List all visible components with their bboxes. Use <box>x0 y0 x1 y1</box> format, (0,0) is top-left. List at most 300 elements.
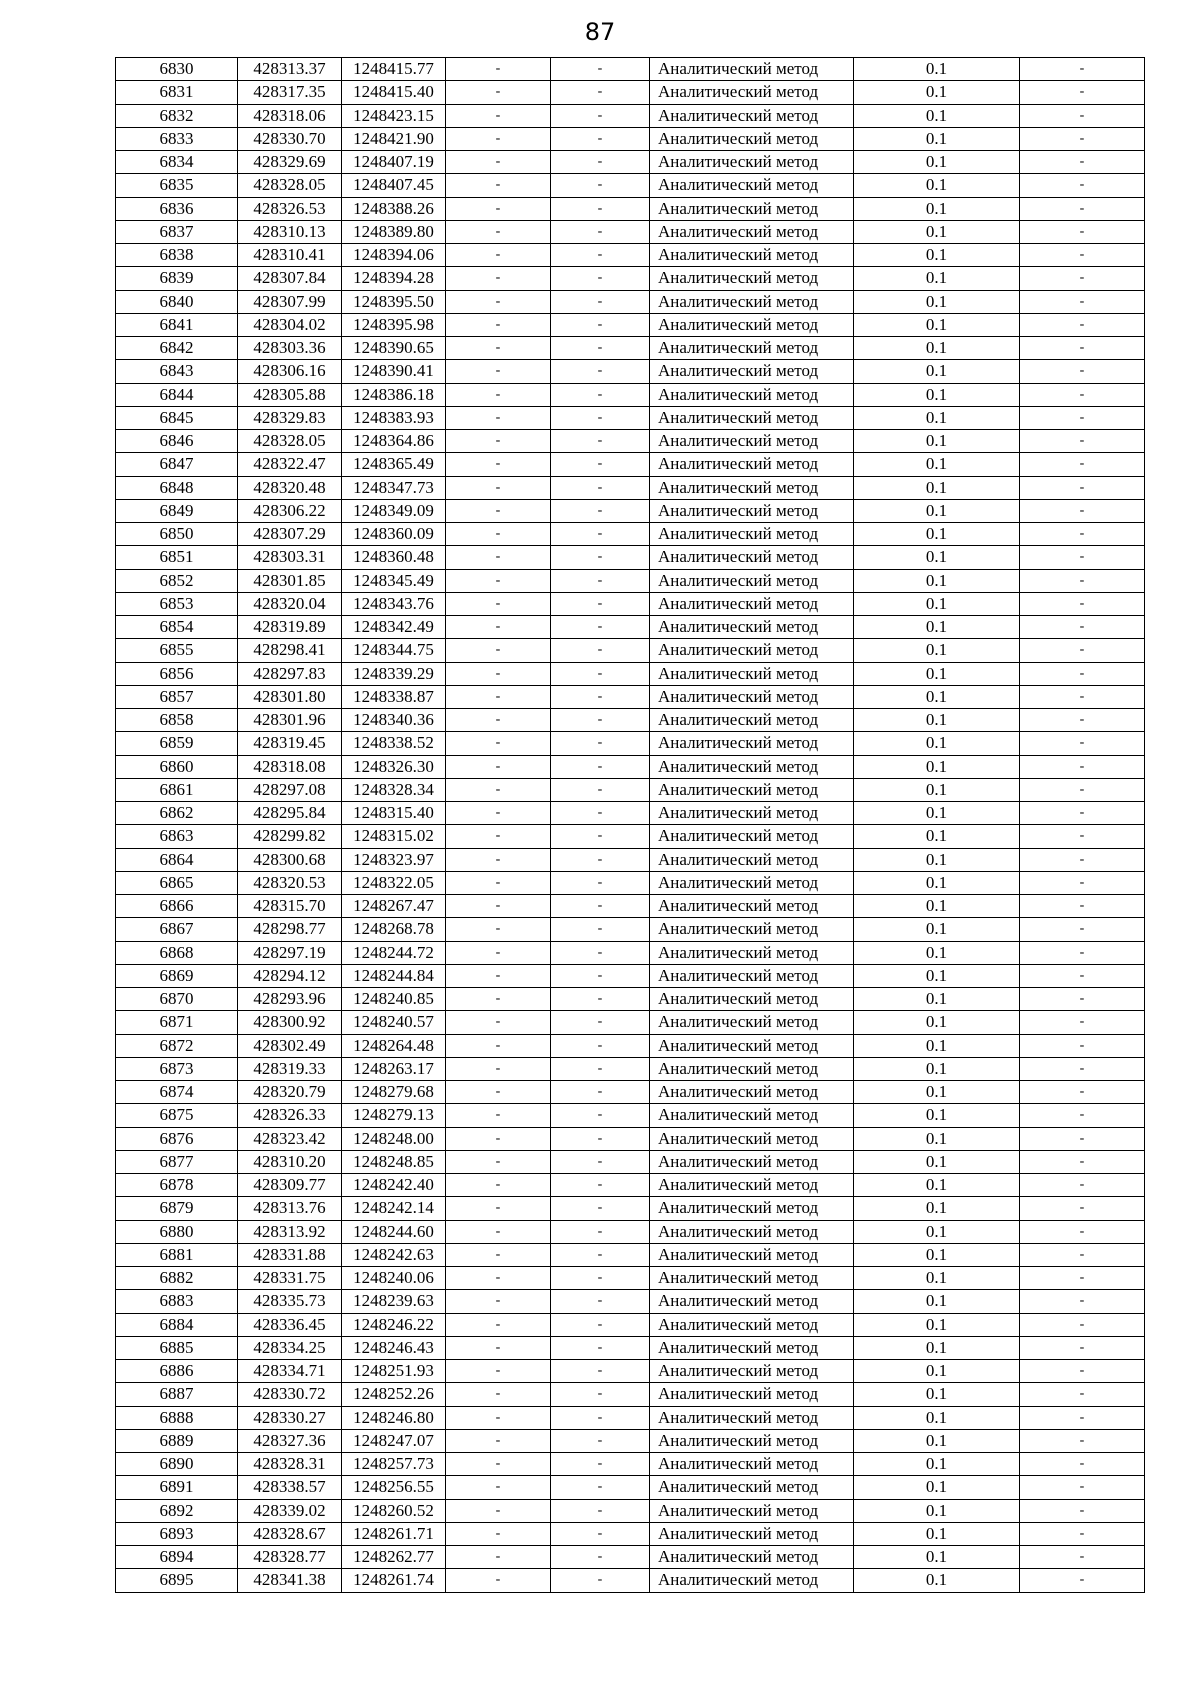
table-row <box>116 499 1145 522</box>
point-number-cell: 6890 <box>116 1453 238 1476</box>
table-row <box>116 104 1145 127</box>
col8-cell: - <box>1020 778 1145 801</box>
table-row <box>116 360 1145 383</box>
col8-cell: - <box>1020 1290 1145 1313</box>
col4-cell: - <box>446 1406 551 1429</box>
method-cell: Аналитический метод <box>650 267 854 290</box>
method-cell: Аналитический метод <box>650 662 854 685</box>
point-number-cell: 6865 <box>116 871 238 894</box>
x-coordinate-cell: 428328.05 <box>238 430 342 453</box>
point-number-cell: 6842 <box>116 337 238 360</box>
precision-cell: 0.1 <box>854 732 1020 755</box>
col4-cell: - <box>446 778 551 801</box>
coordinates-table <box>115 57 1145 1593</box>
precision-cell: 0.1 <box>854 662 1020 685</box>
precision-cell: 0.1 <box>854 1499 1020 1522</box>
page-number: 87 <box>584 18 616 46</box>
point-number-cell: 6860 <box>116 755 238 778</box>
precision-cell: 0.1 <box>854 1569 1020 1592</box>
x-coordinate-cell: 428320.79 <box>238 1081 342 1104</box>
y-coordinate-cell: 1248407.19 <box>342 151 446 174</box>
table-row <box>116 616 1145 639</box>
precision-cell: 0.1 <box>854 1011 1020 1034</box>
y-coordinate-cell: 1248256.55 <box>342 1476 446 1499</box>
point-number-cell: 6832 <box>116 104 238 127</box>
col4-cell: - <box>446 267 551 290</box>
col5-cell: - <box>551 1569 650 1592</box>
y-coordinate-cell: 1248257.73 <box>342 1453 446 1476</box>
method-cell: Аналитический метод <box>650 825 854 848</box>
precision-cell: 0.1 <box>854 244 1020 267</box>
col4-cell: - <box>446 1383 551 1406</box>
method-cell: Аналитический метод <box>650 476 854 499</box>
y-coordinate-cell: 1248244.60 <box>342 1220 446 1243</box>
x-coordinate-cell: 428301.80 <box>238 685 342 708</box>
col4-cell: - <box>446 476 551 499</box>
y-coordinate-cell: 1248328.34 <box>342 778 446 801</box>
col4-cell: - <box>446 360 551 383</box>
col5-cell: - <box>551 755 650 778</box>
col4-cell: - <box>446 732 551 755</box>
x-coordinate-cell: 428305.88 <box>238 383 342 406</box>
point-number-cell: 6852 <box>116 569 238 592</box>
col8-cell: - <box>1020 941 1145 964</box>
y-coordinate-cell: 1248340.36 <box>342 709 446 732</box>
table-row <box>116 523 1145 546</box>
x-coordinate-cell: 428310.20 <box>238 1150 342 1173</box>
col5-cell: - <box>551 662 650 685</box>
y-coordinate-cell: 1248415.40 <box>342 81 446 104</box>
point-number-cell: 6835 <box>116 174 238 197</box>
table-row <box>116 1011 1145 1034</box>
x-coordinate-cell: 428299.82 <box>238 825 342 848</box>
x-coordinate-cell: 428307.29 <box>238 523 342 546</box>
col8-cell: - <box>1020 127 1145 150</box>
col5-cell: - <box>551 406 650 429</box>
col8-cell: - <box>1020 732 1145 755</box>
col5-cell: - <box>551 1197 650 1220</box>
col5-cell: - <box>551 383 650 406</box>
table-row <box>116 778 1145 801</box>
col4-cell: - <box>446 1127 551 1150</box>
col4-cell: - <box>446 1243 551 1266</box>
col4-cell: - <box>446 1174 551 1197</box>
table-row <box>116 197 1145 220</box>
col8-cell: - <box>1020 639 1145 662</box>
col8-cell: - <box>1020 1104 1145 1127</box>
table-row <box>116 662 1145 685</box>
col5-cell: - <box>551 895 650 918</box>
col8-cell: - <box>1020 1406 1145 1429</box>
y-coordinate-cell: 1248360.09 <box>342 523 446 546</box>
precision-cell: 0.1 <box>854 267 1020 290</box>
col4-cell: - <box>446 290 551 313</box>
table-row <box>116 244 1145 267</box>
method-cell: Аналитический метод <box>650 1034 854 1057</box>
table-row <box>116 1220 1145 1243</box>
col8-cell: - <box>1020 685 1145 708</box>
col4-cell: - <box>446 825 551 848</box>
col4-cell: - <box>446 662 551 685</box>
precision-cell: 0.1 <box>854 406 1020 429</box>
x-coordinate-cell: 428334.25 <box>238 1336 342 1359</box>
precision-cell: 0.1 <box>854 1081 1020 1104</box>
table-row <box>116 1243 1145 1266</box>
x-coordinate-cell: 428336.45 <box>238 1313 342 1336</box>
x-coordinate-cell: 428327.36 <box>238 1429 342 1452</box>
point-number-cell: 6867 <box>116 918 238 941</box>
table-row <box>116 383 1145 406</box>
precision-cell: 0.1 <box>854 685 1020 708</box>
col8-cell: - <box>1020 1313 1145 1336</box>
point-number-cell: 6882 <box>116 1267 238 1290</box>
method-cell: Аналитический метод <box>650 499 854 522</box>
method-cell: Аналитический метод <box>650 709 854 732</box>
method-cell: Аналитический метод <box>650 1267 854 1290</box>
y-coordinate-cell: 1248339.29 <box>342 662 446 685</box>
y-coordinate-cell: 1248260.52 <box>342 1499 446 1522</box>
method-cell: Аналитический метод <box>650 964 854 987</box>
x-coordinate-cell: 428329.83 <box>238 406 342 429</box>
col8-cell: - <box>1020 755 1145 778</box>
col4-cell: - <box>446 1057 551 1080</box>
point-number-cell: 6887 <box>116 1383 238 1406</box>
col4-cell: - <box>446 1360 551 1383</box>
method-cell: Аналитический метод <box>650 895 854 918</box>
point-number-cell: 6850 <box>116 523 238 546</box>
point-number-cell: 6844 <box>116 383 238 406</box>
table-row <box>116 1476 1145 1499</box>
y-coordinate-cell: 1248244.84 <box>342 964 446 987</box>
x-coordinate-cell: 428307.99 <box>238 290 342 313</box>
point-number-cell: 6880 <box>116 1220 238 1243</box>
table-row <box>116 1429 1145 1452</box>
precision-cell: 0.1 <box>854 1360 1020 1383</box>
table-row <box>116 1546 1145 1569</box>
col5-cell: - <box>551 1522 650 1545</box>
table-row <box>116 569 1145 592</box>
x-coordinate-cell: 428323.42 <box>238 1127 342 1150</box>
precision-cell: 0.1 <box>854 151 1020 174</box>
y-coordinate-cell: 1248261.71 <box>342 1522 446 1545</box>
table-row <box>116 1057 1145 1080</box>
method-cell: Аналитический метод <box>650 1290 854 1313</box>
method-cell: Аналитический метод <box>650 941 854 964</box>
y-coordinate-cell: 1248349.09 <box>342 499 446 522</box>
col4-cell: - <box>446 174 551 197</box>
table-row <box>116 1150 1145 1173</box>
precision-cell: 0.1 <box>854 523 1020 546</box>
y-coordinate-cell: 1248251.93 <box>342 1360 446 1383</box>
y-coordinate-cell: 1248386.18 <box>342 383 446 406</box>
y-coordinate-cell: 1248383.93 <box>342 406 446 429</box>
col4-cell: - <box>446 1546 551 1569</box>
method-cell: Аналитический метод <box>650 802 854 825</box>
col8-cell: - <box>1020 151 1145 174</box>
method-cell: Аналитический метод <box>650 1220 854 1243</box>
point-number-cell: 6863 <box>116 825 238 848</box>
col4-cell: - <box>446 592 551 615</box>
col8-cell: - <box>1020 313 1145 336</box>
y-coordinate-cell: 1248338.87 <box>342 685 446 708</box>
point-number-cell: 6839 <box>116 267 238 290</box>
col8-cell: - <box>1020 1569 1145 1592</box>
table-row <box>116 732 1145 755</box>
precision-cell: 0.1 <box>854 848 1020 871</box>
point-number-cell: 6877 <box>116 1150 238 1173</box>
method-cell: Аналитический метод <box>650 1383 854 1406</box>
col5-cell: - <box>551 941 650 964</box>
x-coordinate-cell: 428306.22 <box>238 499 342 522</box>
x-coordinate-cell: 428301.96 <box>238 709 342 732</box>
x-coordinate-cell: 428331.88 <box>238 1243 342 1266</box>
precision-cell: 0.1 <box>854 592 1020 615</box>
col5-cell: - <box>551 430 650 453</box>
table-row <box>116 1313 1145 1336</box>
col8-cell: - <box>1020 267 1145 290</box>
x-coordinate-cell: 428297.19 <box>238 941 342 964</box>
method-cell: Аналитический метод <box>650 1197 854 1220</box>
col8-cell: - <box>1020 616 1145 639</box>
point-number-cell: 6834 <box>116 151 238 174</box>
col8-cell: - <box>1020 499 1145 522</box>
col4-cell: - <box>446 1522 551 1545</box>
x-coordinate-cell: 428310.13 <box>238 220 342 243</box>
y-coordinate-cell: 1248279.13 <box>342 1104 446 1127</box>
point-number-cell: 6893 <box>116 1522 238 1545</box>
x-coordinate-cell: 428328.67 <box>238 1522 342 1545</box>
col5-cell: - <box>551 290 650 313</box>
method-cell: Аналитический метод <box>650 453 854 476</box>
y-coordinate-cell: 1248323.97 <box>342 848 446 871</box>
method-cell: Аналитический метод <box>650 592 854 615</box>
method-cell: Аналитический метод <box>650 430 854 453</box>
table-row <box>116 220 1145 243</box>
precision-cell: 0.1 <box>854 871 1020 894</box>
col4-cell: - <box>446 895 551 918</box>
table-row <box>116 337 1145 360</box>
method-cell: Аналитический метод <box>650 58 854 81</box>
point-number-cell: 6849 <box>116 499 238 522</box>
col4-cell: - <box>446 523 551 546</box>
method-cell: Аналитический метод <box>650 1476 854 1499</box>
x-coordinate-cell: 428300.92 <box>238 1011 342 1034</box>
precision-cell: 0.1 <box>854 1034 1020 1057</box>
method-cell: Аналитический метод <box>650 988 854 1011</box>
col5-cell: - <box>551 197 650 220</box>
point-number-cell: 6883 <box>116 1290 238 1313</box>
x-coordinate-cell: 428319.89 <box>238 616 342 639</box>
precision-cell: 0.1 <box>854 81 1020 104</box>
method-cell: Аналитический метод <box>650 569 854 592</box>
table-row <box>116 1383 1145 1406</box>
x-coordinate-cell: 428330.72 <box>238 1383 342 1406</box>
method-cell: Аналитический метод <box>650 918 854 941</box>
col5-cell: - <box>551 58 650 81</box>
y-coordinate-cell: 1248364.86 <box>342 430 446 453</box>
method-cell: Аналитический метод <box>650 151 854 174</box>
col8-cell: - <box>1020 1034 1145 1057</box>
col4-cell: - <box>446 383 551 406</box>
col8-cell: - <box>1020 406 1145 429</box>
y-coordinate-cell: 1248345.49 <box>342 569 446 592</box>
table-row <box>116 639 1145 662</box>
y-coordinate-cell: 1248389.80 <box>342 220 446 243</box>
point-number-cell: 6871 <box>116 1011 238 1034</box>
col8-cell: - <box>1020 1174 1145 1197</box>
col5-cell: - <box>551 988 650 1011</box>
method-cell: Аналитический метод <box>650 1406 854 1429</box>
col8-cell: - <box>1020 337 1145 360</box>
precision-cell: 0.1 <box>854 941 1020 964</box>
col4-cell: - <box>446 1476 551 1499</box>
method-cell: Аналитический метод <box>650 1081 854 1104</box>
x-coordinate-cell: 428328.77 <box>238 1546 342 1569</box>
col4-cell: - <box>446 1499 551 1522</box>
col8-cell: - <box>1020 290 1145 313</box>
precision-cell: 0.1 <box>854 1057 1020 1080</box>
precision-cell: 0.1 <box>854 1197 1020 1220</box>
x-coordinate-cell: 428339.02 <box>238 1499 342 1522</box>
col4-cell: - <box>446 918 551 941</box>
table-row <box>116 81 1145 104</box>
table-row <box>116 1453 1145 1476</box>
table-body <box>116 58 1145 1593</box>
x-coordinate-cell: 428307.84 <box>238 267 342 290</box>
col4-cell: - <box>446 337 551 360</box>
point-number-cell: 6840 <box>116 290 238 313</box>
table-row <box>116 941 1145 964</box>
table-row <box>116 1267 1145 1290</box>
col5-cell: - <box>551 1360 650 1383</box>
col4-cell: - <box>446 1569 551 1592</box>
precision-cell: 0.1 <box>854 337 1020 360</box>
x-coordinate-cell: 428341.38 <box>238 1569 342 1592</box>
point-number-cell: 6885 <box>116 1336 238 1359</box>
x-coordinate-cell: 428318.08 <box>238 755 342 778</box>
col5-cell: - <box>551 1104 650 1127</box>
point-number-cell: 6891 <box>116 1476 238 1499</box>
col4-cell: - <box>446 616 551 639</box>
col5-cell: - <box>551 523 650 546</box>
point-number-cell: 6851 <box>116 546 238 569</box>
col4-cell: - <box>446 104 551 127</box>
x-coordinate-cell: 428303.31 <box>238 546 342 569</box>
method-cell: Аналитический метод <box>650 1174 854 1197</box>
point-number-cell: 6892 <box>116 1499 238 1522</box>
col5-cell: - <box>551 1406 650 1429</box>
x-coordinate-cell: 428320.53 <box>238 871 342 894</box>
y-coordinate-cell: 1248388.26 <box>342 197 446 220</box>
point-number-cell: 6874 <box>116 1081 238 1104</box>
y-coordinate-cell: 1248338.52 <box>342 732 446 755</box>
point-number-cell: 6869 <box>116 964 238 987</box>
x-coordinate-cell: 428320.48 <box>238 476 342 499</box>
col4-cell: - <box>446 1034 551 1057</box>
col8-cell: - <box>1020 104 1145 127</box>
col8-cell: - <box>1020 360 1145 383</box>
col5-cell: - <box>551 1150 650 1173</box>
method-cell: Аналитический метод <box>650 383 854 406</box>
col8-cell: - <box>1020 1383 1145 1406</box>
col8-cell: - <box>1020 476 1145 499</box>
y-coordinate-cell: 1248322.05 <box>342 871 446 894</box>
table-row <box>116 174 1145 197</box>
col8-cell: - <box>1020 1057 1145 1080</box>
col8-cell: - <box>1020 1220 1145 1243</box>
y-coordinate-cell: 1248246.80 <box>342 1406 446 1429</box>
col8-cell: - <box>1020 569 1145 592</box>
y-coordinate-cell: 1248390.41 <box>342 360 446 383</box>
point-number-cell: 6833 <box>116 127 238 150</box>
precision-cell: 0.1 <box>854 1429 1020 1452</box>
method-cell: Аналитический метод <box>650 1057 854 1080</box>
col8-cell: - <box>1020 918 1145 941</box>
x-coordinate-cell: 428313.76 <box>238 1197 342 1220</box>
col4-cell: - <box>446 709 551 732</box>
precision-cell: 0.1 <box>854 569 1020 592</box>
x-coordinate-cell: 428331.75 <box>238 1267 342 1290</box>
y-coordinate-cell: 1248326.30 <box>342 755 446 778</box>
col8-cell: - <box>1020 220 1145 243</box>
col5-cell: - <box>551 616 650 639</box>
table-row <box>116 546 1145 569</box>
table-row <box>116 290 1145 313</box>
y-coordinate-cell: 1248267.47 <box>342 895 446 918</box>
precision-cell: 0.1 <box>854 964 1020 987</box>
precision-cell: 0.1 <box>854 1220 1020 1243</box>
method-cell: Аналитический метод <box>650 616 854 639</box>
table-row <box>116 755 1145 778</box>
col8-cell: - <box>1020 1197 1145 1220</box>
col4-cell: - <box>446 1011 551 1034</box>
method-cell: Аналитический метод <box>650 244 854 267</box>
col5-cell: - <box>551 685 650 708</box>
point-number-cell: 6841 <box>116 313 238 336</box>
table-row <box>116 267 1145 290</box>
col4-cell: - <box>446 406 551 429</box>
x-coordinate-cell: 428326.53 <box>238 197 342 220</box>
col8-cell: - <box>1020 1429 1145 1452</box>
col5-cell: - <box>551 802 650 825</box>
col4-cell: - <box>446 1267 551 1290</box>
col8-cell: - <box>1020 1150 1145 1173</box>
table-row <box>116 453 1145 476</box>
method-cell: Аналитический метод <box>650 523 854 546</box>
col4-cell: - <box>446 685 551 708</box>
col4-cell: - <box>446 1104 551 1127</box>
col5-cell: - <box>551 546 650 569</box>
precision-cell: 0.1 <box>854 1383 1020 1406</box>
x-coordinate-cell: 428298.77 <box>238 918 342 941</box>
method-cell: Аналитический метод <box>650 685 854 708</box>
point-number-cell: 6846 <box>116 430 238 453</box>
col8-cell: - <box>1020 825 1145 848</box>
col5-cell: - <box>551 1243 650 1266</box>
method-cell: Аналитический метод <box>650 1569 854 1592</box>
col8-cell: - <box>1020 802 1145 825</box>
x-coordinate-cell: 428306.16 <box>238 360 342 383</box>
table-row <box>116 825 1145 848</box>
col8-cell: - <box>1020 1453 1145 1476</box>
table-row <box>116 430 1145 453</box>
col4-cell: - <box>446 81 551 104</box>
table-row <box>116 802 1145 825</box>
y-coordinate-cell: 1248315.40 <box>342 802 446 825</box>
precision-cell: 0.1 <box>854 802 1020 825</box>
col5-cell: - <box>551 313 650 336</box>
point-number-cell: 6879 <box>116 1197 238 1220</box>
